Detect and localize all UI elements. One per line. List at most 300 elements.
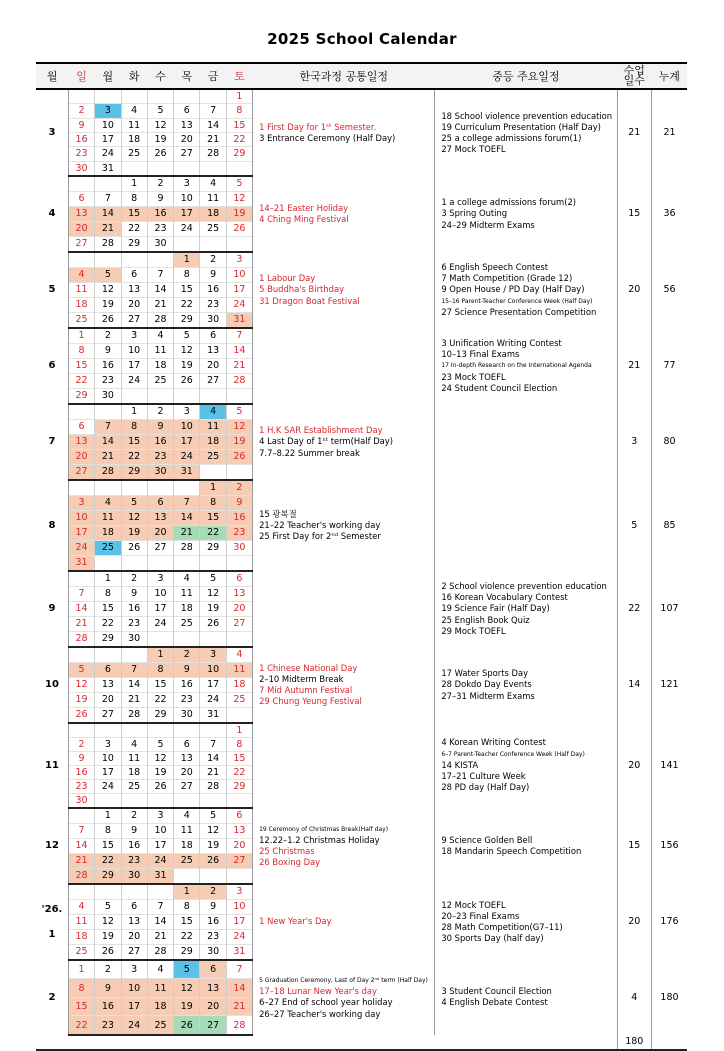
calendar-day: 13	[95, 677, 121, 692]
calendar-day: 24	[95, 147, 121, 161]
calendar-day: 30	[200, 312, 226, 328]
calendar-day: 27	[174, 147, 200, 161]
calendar-day: 21	[95, 221, 121, 236]
calendar-day	[68, 571, 94, 587]
calendar-day: 27	[200, 1016, 226, 1035]
calendar-day: 14	[68, 838, 94, 853]
cumulative-count: 77	[651, 328, 687, 404]
cumulative-count: 56	[651, 252, 687, 328]
calendar-day: 3	[68, 495, 94, 510]
calendar-day	[174, 868, 200, 884]
calendar-day: 12	[226, 191, 252, 206]
calendar-day: 6	[147, 495, 173, 510]
calendar-day: 24	[226, 297, 252, 312]
calendar-day: 12	[147, 751, 173, 765]
secondary-event: 19 Science Fair (Half Day)	[441, 603, 550, 614]
calendar-day: 27	[200, 373, 226, 388]
header-row	[36, 63, 687, 89]
korean-event: 25 Christmas	[259, 845, 315, 856]
calendar-day: 25	[174, 853, 200, 868]
calendar-day: 29	[121, 236, 147, 252]
calendar-day: 25	[226, 692, 252, 707]
calendar-day: 9	[95, 343, 121, 358]
calendar-day: 18	[121, 132, 147, 146]
calendar-day: 9	[200, 267, 226, 282]
calendar-day: 27	[226, 616, 252, 631]
calendar-day: 16	[121, 838, 147, 853]
korean-events-cell	[253, 884, 435, 960]
secondary-events-cell	[435, 723, 617, 808]
calendar-day: 26	[95, 944, 121, 960]
secondary-event: 14 KISTA	[441, 759, 479, 770]
school-days-count: 15	[617, 808, 651, 884]
calendar-day: 19	[147, 132, 173, 146]
calendar-day: 19	[200, 838, 226, 853]
calendar-day: 13	[200, 343, 226, 358]
calendar-day: 14	[200, 751, 226, 765]
secondary-events-cell	[435, 884, 617, 960]
calendar-day: 26	[121, 540, 147, 555]
korean-event: 3 Entrance Ceremony (Half Day)	[259, 132, 396, 143]
calendar-day: 2	[121, 808, 147, 824]
calendar-day: 11	[200, 419, 226, 434]
calendar-day: 2	[174, 647, 200, 663]
calendar-day: 6	[174, 737, 200, 751]
calendar-day: 4	[68, 899, 94, 914]
calendar-day: 25	[121, 147, 147, 161]
total-row-blank	[435, 1035, 617, 1050]
calendar-day: 17	[68, 525, 94, 540]
calendar-day: 14	[121, 677, 147, 692]
calendar-day: 16	[226, 510, 252, 525]
calendar-day	[174, 89, 200, 104]
calendar-day: 31	[226, 944, 252, 960]
korean-event: 1 Labour Day	[259, 273, 316, 284]
calendar-day: 26	[200, 616, 226, 631]
calendar-day: 26	[68, 707, 94, 723]
korean-events-cell	[253, 808, 435, 884]
calendar-day	[68, 480, 94, 496]
calendar-day: 5	[200, 808, 226, 824]
calendar-day: 11	[226, 662, 252, 677]
calendar-day: 10	[68, 510, 94, 525]
calendar-day: 17	[147, 601, 173, 616]
calendar-day: 2	[147, 176, 173, 192]
calendar-day: 3	[174, 176, 200, 192]
calendar-day: 21	[226, 358, 252, 373]
week-row	[36, 176, 687, 192]
month-label	[36, 647, 68, 723]
week-row	[36, 647, 687, 663]
calendar-day: 8	[226, 104, 252, 118]
secondary-event: 10–13 Final Exams	[441, 349, 520, 360]
calendar-day: 24	[147, 616, 173, 631]
calendar-day	[147, 723, 173, 738]
calendar-day: 10	[174, 191, 200, 206]
calendar-day: 29	[226, 779, 252, 793]
calendar-day: 6	[121, 899, 147, 914]
calendar-day: 30	[200, 944, 226, 960]
total-row-blank	[36, 1035, 68, 1050]
calendar-day: 10	[200, 662, 226, 677]
calendar-day: 5	[95, 267, 121, 282]
week-row	[36, 723, 687, 738]
calendar-day: 2	[200, 884, 226, 900]
calendar-day: 8	[68, 979, 94, 998]
calendar-day: 21	[200, 765, 226, 779]
calendar-day: 5	[95, 899, 121, 914]
calendar-day: 25	[200, 221, 226, 236]
calendar-day	[200, 723, 226, 738]
calendar-day: 4	[147, 960, 173, 979]
calendar-day	[121, 89, 147, 104]
calendar-day	[200, 161, 226, 176]
calendar-day	[68, 808, 94, 824]
secondary-event: 6 English Speech Contest	[441, 261, 549, 272]
calendar-day: 23	[95, 373, 121, 388]
calendar-day	[121, 884, 147, 900]
calendar-day: 7	[226, 328, 252, 344]
calendar-day: 10	[174, 419, 200, 434]
school-days-count: 21	[617, 328, 651, 404]
month-label-text: 3	[48, 127, 56, 139]
calendar-day	[68, 884, 94, 900]
calendar-day: 3	[226, 884, 252, 900]
calendar-day: 22	[226, 132, 252, 146]
calendar-day: 23	[174, 692, 200, 707]
secondary-event: 12 Mock TOEFL	[441, 899, 506, 910]
calendar-day	[226, 388, 252, 404]
school-days-count: 20	[617, 884, 651, 960]
secondary-event: 27 Science Presentation Competition	[441, 306, 597, 317]
calendar-day: 15	[174, 914, 200, 929]
secondary-event: 27–31 Midterm Exams	[441, 690, 535, 701]
korean-event: 26 Boxing Day	[259, 857, 321, 868]
calendar-day: 5	[147, 104, 173, 118]
calendar-day: 7	[226, 960, 252, 979]
korean-event: 19 Ceremony of Christmas Break(Half day)	[259, 825, 389, 833]
calendar-day: 26	[95, 312, 121, 328]
header-tue: 화	[121, 63, 147, 89]
calendar-day: 10	[147, 586, 173, 601]
secondary-event: 25 a college admissions forum(1)	[441, 132, 582, 143]
calendar-day: 25	[147, 373, 173, 388]
calendar-body	[36, 89, 687, 1050]
calendar-day: 17	[121, 358, 147, 373]
secondary-event: 19 Curriculum Presentation (Half Day)	[441, 121, 601, 132]
calendar-day: 17	[226, 282, 252, 297]
calendar-day: 18	[121, 765, 147, 779]
calendar-day: 5	[226, 404, 252, 420]
calendar-day: 12	[200, 586, 226, 601]
calendar-day	[95, 404, 121, 420]
calendar-day: 30	[147, 464, 173, 480]
calendar-day: 18	[226, 677, 252, 692]
calendar-day: 12	[147, 118, 173, 132]
calendar-day: 28	[95, 236, 121, 252]
month-label-text: 7	[48, 436, 56, 448]
calendar-day: 2	[95, 960, 121, 979]
calendar-day: 7	[200, 104, 226, 118]
calendar-day: 8	[121, 191, 147, 206]
calendar-day	[200, 464, 226, 480]
calendar-day: 17	[226, 914, 252, 929]
calendar-day: 11	[95, 510, 121, 525]
calendar-day: 11	[174, 823, 200, 838]
calendar-day: 11	[121, 751, 147, 765]
calendar-day: 27	[147, 540, 173, 555]
calendar-day: 21	[147, 929, 173, 944]
cumulative-count: 121	[651, 647, 687, 723]
calendar-day: 6	[174, 104, 200, 118]
korean-events-cell	[253, 176, 435, 252]
calendar-day: 26	[226, 449, 252, 464]
calendar-day: 28	[200, 779, 226, 793]
page-title: 2025 School Calendar	[267, 30, 457, 48]
calendar-day: 7	[68, 586, 94, 601]
calendar-day: 20	[200, 997, 226, 1016]
cumulative-count: 80	[651, 404, 687, 480]
calendar-day: 29	[95, 868, 121, 884]
secondary-event: 18 School violence prevention education	[441, 110, 613, 121]
korean-event: 12.22–1.2 Christmas Holiday	[259, 834, 380, 845]
cumulative-count: 36	[651, 176, 687, 252]
calendar-day: 31	[200, 707, 226, 723]
calendar-day: 17	[174, 434, 200, 449]
calendar-day: 23	[200, 929, 226, 944]
secondary-event: 9 Science Golden Bell	[441, 834, 533, 845]
month-label-text: 6	[48, 360, 56, 372]
month-label	[36, 89, 68, 176]
calendar-day	[174, 236, 200, 252]
calendar-day: 13	[121, 282, 147, 297]
calendar-day: 31	[174, 464, 200, 480]
calendar-day: 2	[147, 404, 173, 420]
header-korean-events: 한국과정 공통일정	[253, 63, 435, 89]
calendar-day: 5	[174, 960, 200, 979]
calendar-day: 24	[174, 449, 200, 464]
secondary-events-cell	[435, 252, 617, 328]
calendar-day: 22	[174, 929, 200, 944]
calendar-day: 12	[200, 823, 226, 838]
secondary-event: 15–16 Parent-Teacher Conference Week (Half Day)	[441, 297, 593, 305]
calendar-day: 5	[121, 495, 147, 510]
school-days-count: 3	[617, 404, 651, 480]
month-label-text: 8	[48, 519, 56, 531]
calendar-day: 26	[174, 373, 200, 388]
header-sat: 토	[226, 63, 252, 89]
calendar-day: 2	[95, 328, 121, 344]
calendar-day: 25	[95, 540, 121, 555]
total-row-blank	[95, 1035, 121, 1050]
month-label	[36, 808, 68, 884]
calendar-day: 7	[174, 495, 200, 510]
calendar-day: 12	[95, 914, 121, 929]
calendar-day	[200, 388, 226, 404]
calendar-day	[226, 793, 252, 808]
month-label	[36, 252, 68, 328]
calendar-day: 15	[95, 838, 121, 853]
month-label-text: 5	[48, 284, 56, 296]
calendar-day: 16	[95, 358, 121, 373]
calendar-day: 6	[68, 191, 94, 206]
calendar-day: 22	[121, 449, 147, 464]
calendar-day	[121, 723, 147, 738]
korean-event: 4 Ching Ming Festival	[259, 213, 349, 224]
calendar-day: 31	[226, 312, 252, 328]
calendar-day: 9	[121, 823, 147, 838]
total-row-blank	[147, 1035, 173, 1050]
calendar-day: 19	[200, 601, 226, 616]
calendar-day: 31	[147, 868, 173, 884]
calendar-day	[95, 89, 121, 104]
calendar-day	[147, 252, 173, 268]
secondary-event: 9 Open House / PD Day (Half Day)	[441, 284, 585, 295]
calendar-day: 20	[174, 765, 200, 779]
calendar-day: 31	[95, 161, 121, 176]
calendar-day: 21	[147, 297, 173, 312]
calendar-day: 15	[174, 282, 200, 297]
korean-event: 1 H.K SAR Establishment Day	[259, 425, 383, 436]
header-cumulative: 누계	[651, 63, 687, 89]
calendar-day	[95, 647, 121, 663]
calendar-day: 21	[68, 616, 94, 631]
korean-event: 5 Buddha's Birthday	[259, 284, 345, 295]
calendar-day: 22	[226, 765, 252, 779]
calendar-day: 24	[68, 540, 94, 555]
calendar-day: 5	[200, 571, 226, 587]
week-row	[36, 252, 687, 268]
calendar-day: 25	[121, 779, 147, 793]
calendar-day: 23	[68, 779, 94, 793]
secondary-event: 7 Math Competition (Grade 12)	[441, 273, 573, 284]
calendar-day	[174, 480, 200, 496]
calendar-day: 4	[200, 404, 226, 420]
calendar-day	[147, 480, 173, 496]
calendar-day: 9	[147, 419, 173, 434]
calendar-day: 8	[200, 495, 226, 510]
korean-event: 1 Chinese National Day	[259, 662, 358, 673]
secondary-event: 25 English Book Quiz	[441, 614, 530, 625]
header-secondary-events: 중등 주요일정	[435, 63, 617, 89]
calendar-day: 10	[121, 979, 147, 998]
calendar-day: 19	[174, 997, 200, 1016]
calendar-day: 12	[121, 510, 147, 525]
korean-event: 29 Chung Yeung Festival	[259, 696, 362, 707]
secondary-event: 30 Sports Day (half day)	[441, 933, 544, 944]
calendar-day: 10	[147, 823, 173, 838]
calendar-day: 29	[68, 388, 94, 404]
calendar-day: 13	[174, 118, 200, 132]
secondary-events-cell	[435, 176, 617, 252]
calendar-day: 2	[121, 571, 147, 587]
calendar-day: 24	[200, 692, 226, 707]
calendar-day: 10	[121, 343, 147, 358]
calendar-day: 18	[147, 358, 173, 373]
total-row-blank	[651, 1035, 687, 1050]
calendar-day: 17	[147, 838, 173, 853]
calendar-day: 6	[121, 267, 147, 282]
calendar-day: 11	[68, 914, 94, 929]
calendar-day: 16	[68, 132, 94, 146]
calendar-day	[174, 793, 200, 808]
calendar-day: 22	[200, 525, 226, 540]
calendar-day	[95, 480, 121, 496]
calendar-day: 8	[147, 662, 173, 677]
calendar-day: 23	[121, 853, 147, 868]
month-label-text: 9	[48, 603, 56, 615]
korean-event: 15 광복절	[259, 508, 297, 519]
calendar-day	[68, 404, 94, 420]
calendar-day: 20	[68, 449, 94, 464]
calendar-day: 2	[68, 104, 94, 118]
secondary-event: 2 School violence prevention education	[441, 580, 607, 591]
calendar-day	[174, 161, 200, 176]
secondary-event: 28 Dokdo Day Events	[441, 679, 532, 690]
calendar-day: 29	[200, 540, 226, 555]
secondary-events-cell	[435, 647, 617, 723]
calendar-day: 4	[121, 737, 147, 751]
calendar-day: 30	[226, 540, 252, 555]
secondary-events-cell	[435, 404, 617, 480]
calendar-day: 16	[121, 601, 147, 616]
secondary-events-cell	[435, 480, 617, 571]
calendar-day: 1	[95, 571, 121, 587]
calendar-day: 1	[147, 647, 173, 663]
calendar-day	[226, 236, 252, 252]
calendar-day: 14	[95, 434, 121, 449]
secondary-event: 3 Unification Writing Contest	[441, 337, 562, 348]
calendar-day: 4	[68, 267, 94, 282]
calendar-day: 25	[68, 312, 94, 328]
calendar-day: 11	[147, 343, 173, 358]
calendar-day: 29	[147, 707, 173, 723]
calendar-day: 24	[121, 1016, 147, 1035]
calendar-day: 21	[95, 449, 121, 464]
header-school-days	[617, 63, 651, 89]
calendar-day	[68, 176, 94, 192]
calendar-day: 6	[68, 419, 94, 434]
secondary-event: 17 In-depth Research on the International Agenda	[441, 362, 592, 370]
korean-events-cell	[253, 571, 435, 647]
calendar-day: 19	[95, 929, 121, 944]
calendar-day: 17	[121, 997, 147, 1016]
calendar-day: 18	[174, 601, 200, 616]
calendar-day: 16	[95, 997, 121, 1016]
calendar-day: 10	[226, 899, 252, 914]
calendar-day	[226, 707, 252, 723]
calendar-day: 16	[174, 677, 200, 692]
calendar-day: 15	[121, 206, 147, 221]
calendar-day: 21	[121, 692, 147, 707]
calendar-day: 28	[147, 944, 173, 960]
calendar-day	[174, 555, 200, 571]
secondary-event: 1 a college admissions forum(2)	[441, 197, 577, 208]
week-row	[36, 960, 687, 979]
calendar-day: 1	[68, 960, 94, 979]
korean-event: 1 First Day for 1ˢᵗ Semester.	[259, 121, 377, 132]
calendar-day: 16	[68, 765, 94, 779]
calendar-day	[200, 631, 226, 647]
calendar-day: 29	[174, 312, 200, 328]
calendar-day: 7	[95, 191, 121, 206]
calendar-day: 30	[95, 388, 121, 404]
calendar-day	[226, 868, 252, 884]
secondary-event: 18 Mandarin Speech Competition	[441, 845, 582, 856]
calendar-day	[68, 647, 94, 663]
cumulative-count: 176	[651, 884, 687, 960]
calendar-day: 24	[174, 221, 200, 236]
